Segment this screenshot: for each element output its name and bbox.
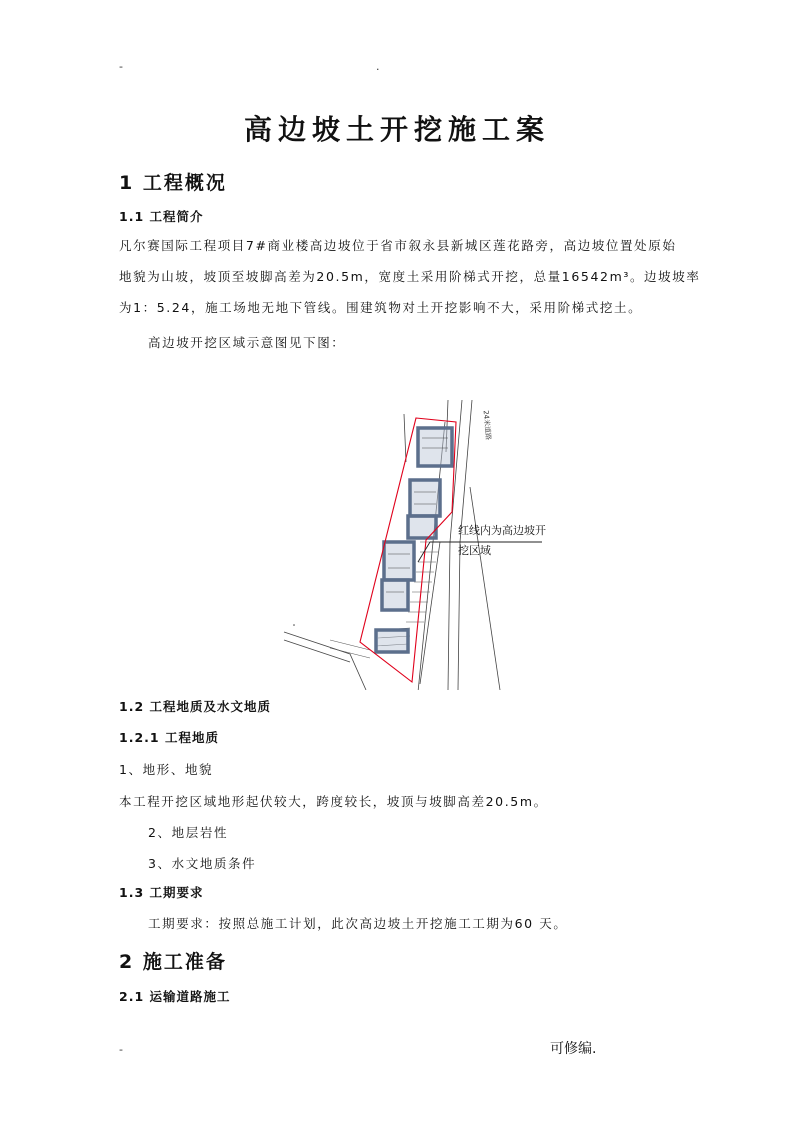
building-blocks (376, 428, 452, 652)
paragraph-line: 凡尔赛国际工程项目7#商业楼高边坡位于省市叙永县新城区莲花路旁，高边坡位置处原始 (119, 238, 677, 253)
section-1-2-heading: 1.2 工程地质及水文地质 (119, 699, 271, 714)
callout-label-line1: 红线内为高边坡开 (458, 524, 546, 537)
paragraph-line: 本工程开挖区域地形起伏较大，跨度较长，坡顶与坡脚高差20.5m。 (119, 794, 548, 809)
footer-mark-left: - (119, 1043, 123, 1056)
site-plan-figure (270, 392, 560, 690)
section-1-1-heading: 1.1 工程简介 (119, 209, 204, 224)
building-block (384, 542, 414, 580)
section-1-3-heading: 1.3 工期要求 (119, 885, 204, 900)
section-1-heading: 1 工程概况 (119, 172, 227, 194)
figure-intro: 高边坡开挖区域示意图见下图： (148, 335, 346, 350)
section-2-1-heading: 2.1 运输道路施工 (119, 989, 231, 1004)
header-mark-left: - (119, 60, 123, 73)
footer-text: 可修编. (550, 1041, 597, 1057)
paragraph-line: 工期要求：按照总施工计划，此次高边坡土开挖施工工期为60 天。 (148, 916, 568, 931)
document-title: 高边坡土开挖施工案 (243, 113, 550, 146)
paragraph-line: 为1：5.24，施工场地无地下管线。围建筑物对土开挖影响不大，采用阶梯式挖土。 (119, 300, 643, 315)
building-block (376, 630, 408, 652)
section-2-heading: 2 施工准备 (119, 951, 227, 973)
list-item: 2、地层岩性 (148, 825, 229, 840)
callout-label-line2: 挖区域 (458, 544, 491, 557)
list-item: 3、水文地质条件 (148, 856, 257, 871)
header-mark-right: . (376, 60, 380, 73)
road-label: 24米道路 (481, 409, 493, 441)
building-block (410, 480, 440, 516)
building-block (382, 580, 408, 610)
paragraph-line: 地貌为山坡，坡顶至坡脚高差为20.5m，宽度土采用阶梯式开挖，总量16542m³。边坡坡率 (119, 269, 701, 284)
building-block (408, 516, 436, 538)
building-block (418, 428, 452, 466)
list-item: 1、地形、地貌 (119, 762, 214, 777)
section-1-2-1-heading: 1.2.1 工程地质 (119, 730, 219, 745)
